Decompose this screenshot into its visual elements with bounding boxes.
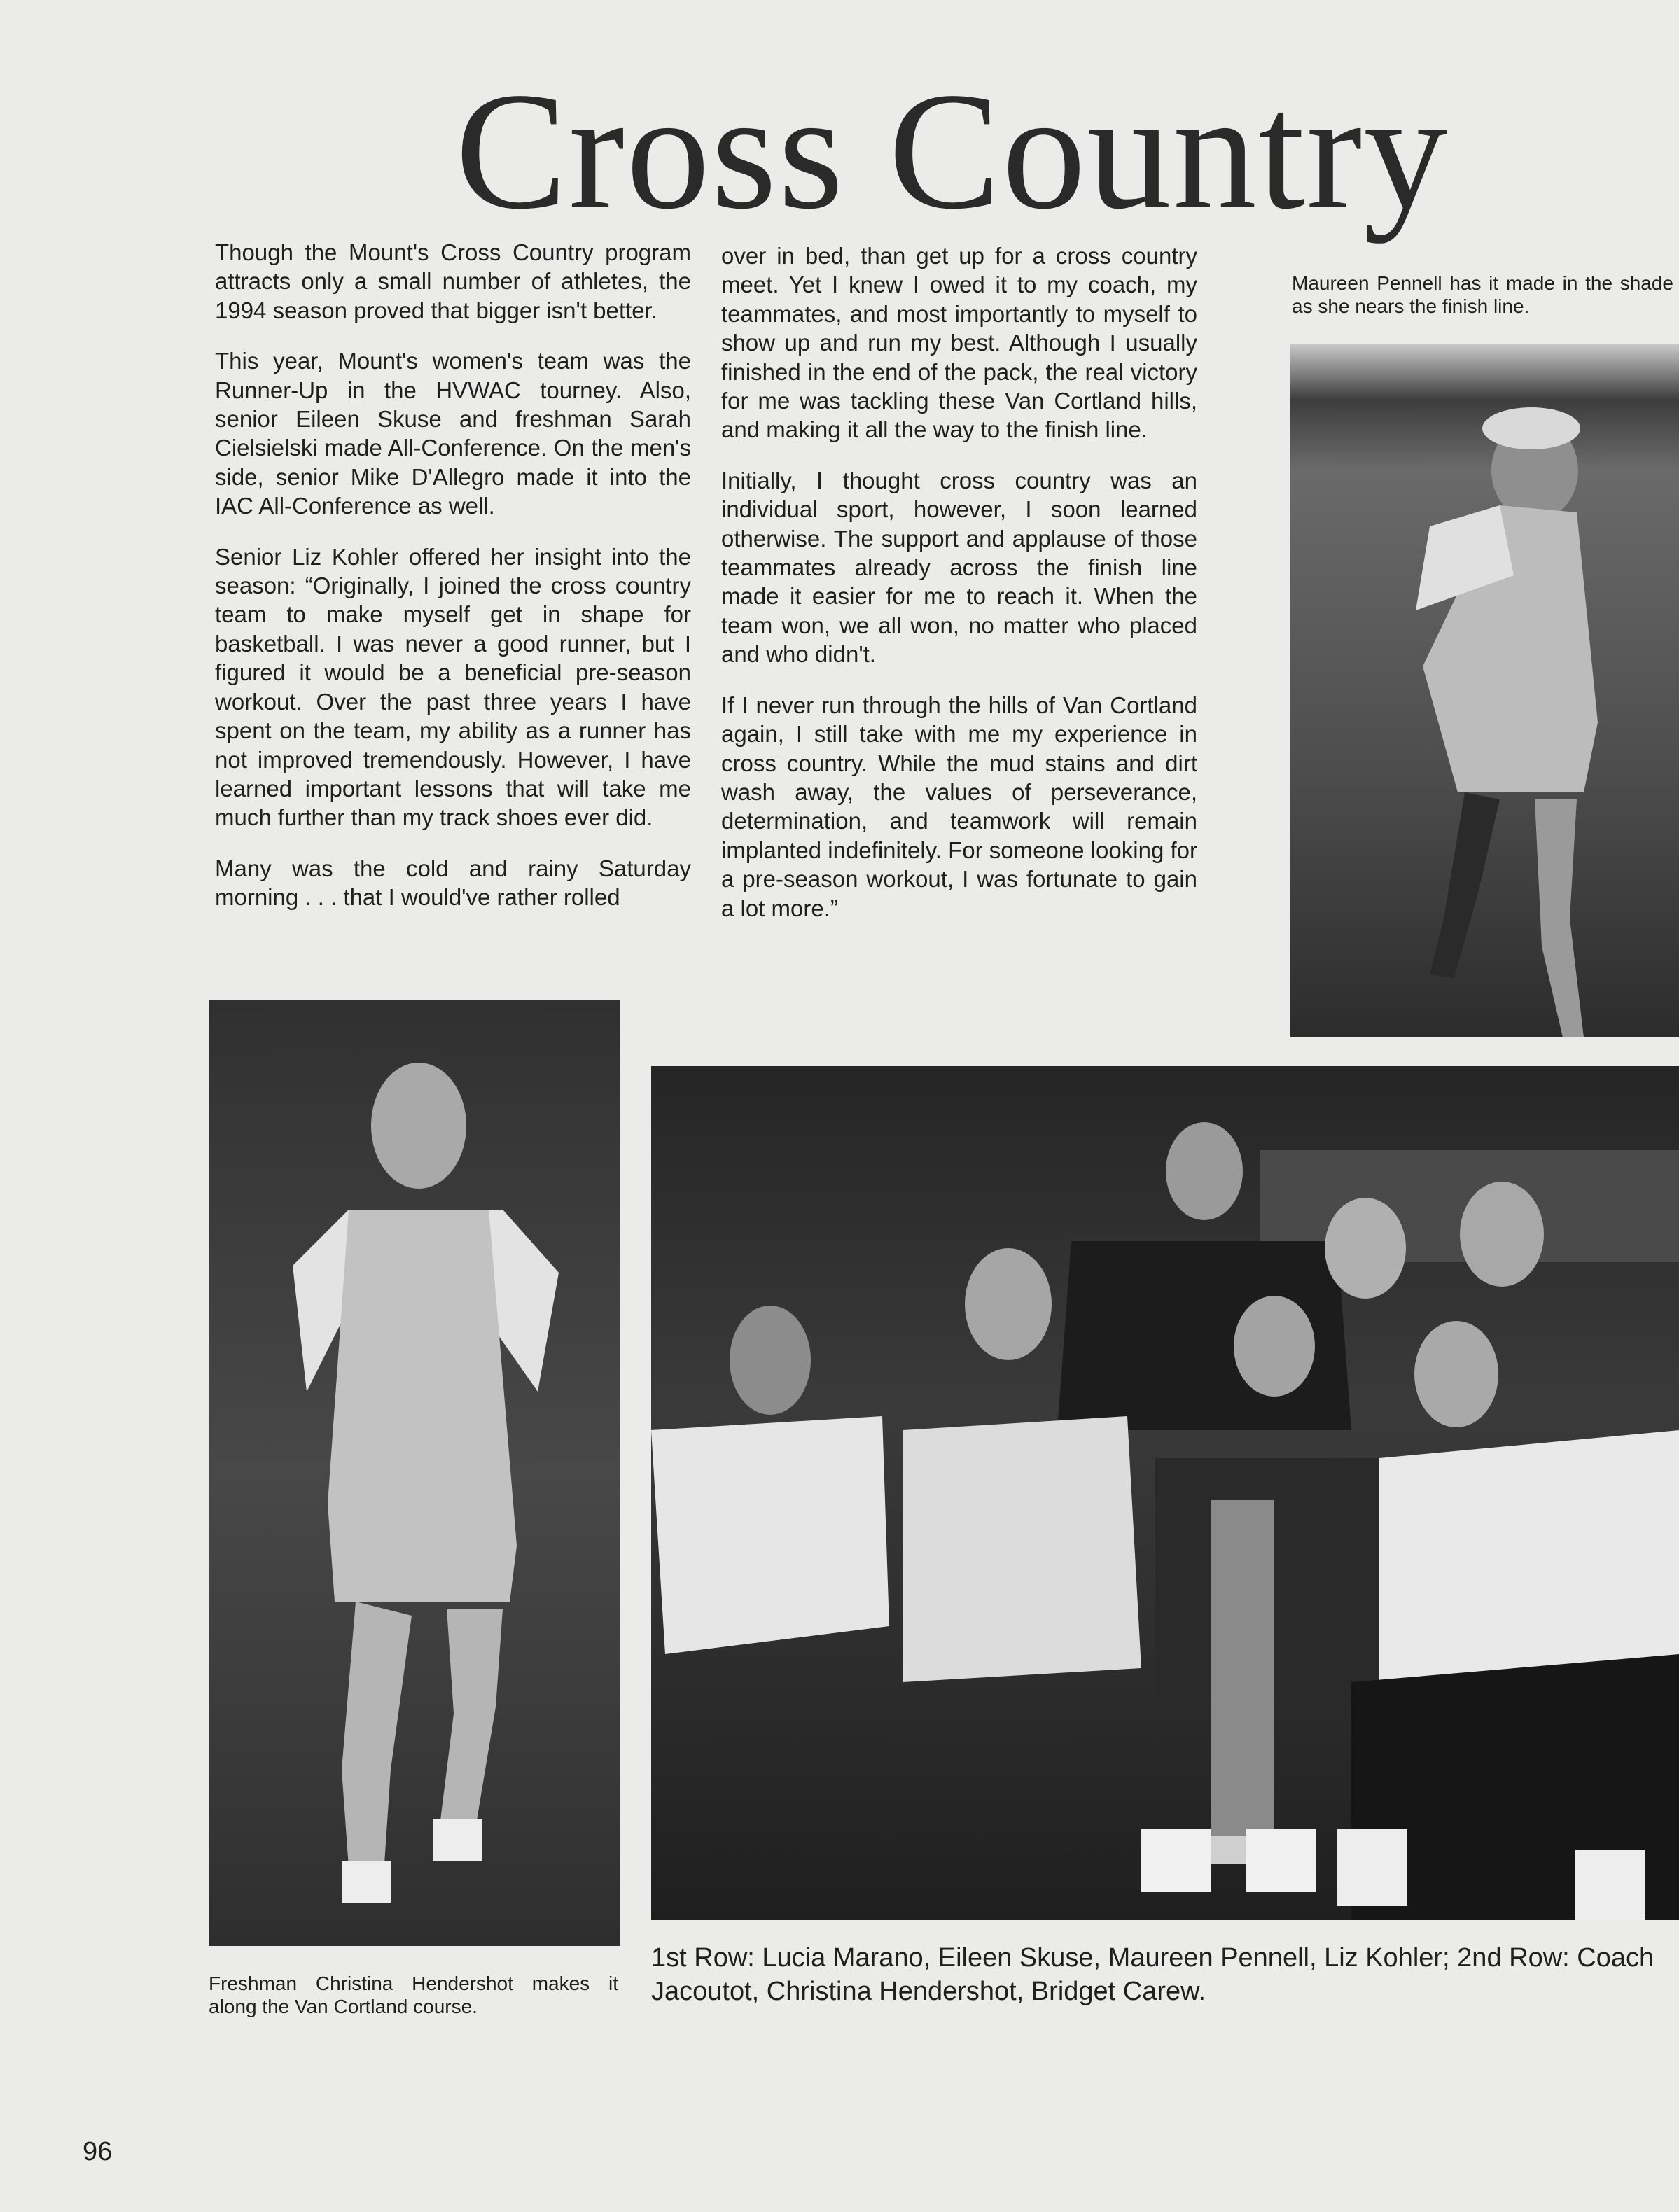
photo-caption-left: Freshman Christina Hendershot makes it along the Van Cortland course. [209,1973,618,2017]
page-number: 96 [83,2137,113,2166]
runner-photo-top [1290,344,1679,1037]
paragraph: Senior Liz Kohler offered her insight into the season: “Originally, I joined the cross country team to make myself get in shape for basketball. I was never a good runner, but I figured it would be a beneficial pre-season workout. Over the past three years I have spent on the team, my ability as a runner has not improved tremendously. However, I have learned important lessons that will take me much further than my track shoes ever did. [215,543,691,831]
page-title: Cross Country [455,57,1449,244]
paragraph: over in bed, than get up for a cross country meet. Yet I knew I owed it to my coach, my teammates, and most importantly to myself to show up and run my best. Although I usually finished in the end of the pack, the real victory for me was tackling these Van Cortland hills, and making it all the way to the finish line. [721,243,1197,443]
group-caption-line-2: Jacoutot, Christina Hendershot, Bridget Carew. [651,1977,1206,2006]
runner-photo-left [209,1000,620,1946]
photo-caption-top: Maureen Pennell has it made in the shade as she nears the finish line. [1292,272,1673,317]
team-group-photo [651,1066,1679,1920]
paragraph: Many was the cold and rainy Saturday morning . . . that I would've rather rolled [215,855,691,911]
paragraph: Initially, I thought cross country was an individual sport, however, I soon learned otherwise. The support and applause of those teammates already across the finish line made it easier for me to reach it. When the team won, we all won, no matter who placed and who didn't. [721,467,1197,668]
article-column-2 [721,241,1197,944]
paragraph: Though the Mount's Cross Country program attracts only a small number of athletes, the 1994 season proved that bigger isn't better. [215,239,691,323]
group-caption-line-1: 1st Row: Lucia Marano, Eileen Skuse, Maureen Pennell, Liz Kohler; 2nd Row: Coach [651,1943,1654,1973]
group-photo-caption [651,1941,1679,2008]
paragraph: This year, Mount's women's team was the Runner-Up in the HVWAC tourney. Also, senior Eileen Skuse and freshman Sarah Cielsielski made All-Conference. On the men's side, senior Mike D'Allegro made it into the IAC All-Conference as well. [215,348,691,519]
article-column-1 [215,238,691,934]
paragraph: If I never run through the hills of Van Cortland again, I still take with me my experience in cross country. While the mud stains and dirt wash away, the values of perseverance, determination, and teamwork will remain implanted indefinitely. For someone looking for a pre-season workout, I was fortunate to gain a lot more.” [721,692,1197,921]
